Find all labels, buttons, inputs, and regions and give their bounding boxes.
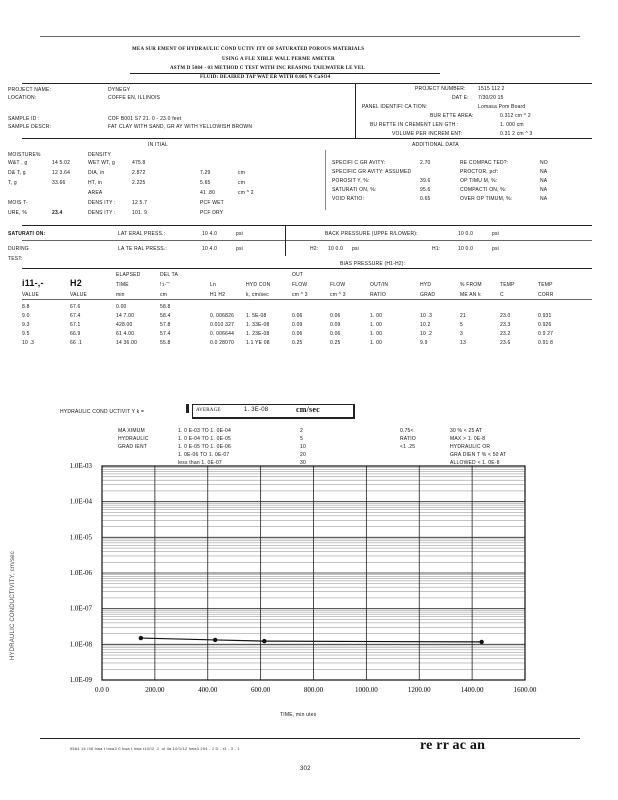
x-tick-label: 1600.00 (513, 686, 537, 694)
table-header-unit: CORR (538, 292, 554, 298)
initial-cell: W&T , g (8, 160, 28, 166)
criteria-cell: MA XIMUM (118, 428, 145, 434)
title-line-2: USING A FLE XIBLE WALL PERME AMETER (222, 57, 335, 62)
table-cell: 0.00 (116, 304, 127, 310)
burette-inc-value: 1. 000 cm (500, 122, 524, 128)
lateral2-unit: psi (236, 246, 243, 252)
table-cell: 61 4.00 (116, 331, 135, 337)
initial-cell: 12 3.64 (52, 170, 71, 176)
additional-cell: VOID RATIO: (332, 196, 365, 202)
additional-cell: 0.65 (420, 196, 431, 202)
initial-cell: 7.29 (200, 170, 211, 176)
table-cell: 3 (460, 331, 463, 337)
average-unit: cm/sec (296, 405, 320, 414)
table-header-unit: min (116, 292, 125, 298)
table-cell: 13 (460, 340, 466, 346)
initial-cell: DIA, in (88, 170, 105, 176)
table-cell: 8.8 (22, 304, 30, 310)
y-tick-label: 1.0E-04 (69, 497, 92, 506)
additional-cell: NA (540, 169, 548, 175)
additional-cell: 39.6 (420, 178, 431, 184)
sample-desc-value: FAT CLAY WITH SAND, GR AY WITH YELLOWISH BROWN (108, 124, 253, 130)
table-cell: 0.25 (330, 340, 341, 346)
initial-cell: 41 .80 (200, 190, 216, 196)
criteria-cell: RATIO (400, 436, 416, 442)
additional-header: ADDITIONAL DATA (412, 142, 459, 148)
table-header: % FROM (460, 282, 482, 288)
initial-cell: 23.4 (52, 210, 63, 216)
back-value: 10 0.0 (458, 231, 474, 237)
criteria-cell: 0.75< (400, 428, 414, 434)
h1-label: H1: (432, 246, 441, 252)
initial-cell: cm (238, 180, 246, 186)
criteria-cell: GRA DIEN T % < 50 AT (450, 452, 507, 458)
table-cell: 0.09 (292, 322, 303, 328)
table-cell: 10 .2 (420, 331, 433, 337)
initial-cell: T, g (8, 180, 17, 186)
criteria-cell: 5 (300, 436, 303, 442)
additional-cell: SPECIFI C GR AVITY: (332, 160, 386, 166)
title-line-1: MEA SUR EMENT OF HYDRAULIC COND UCTIV ITY OF SATURATED POROUS MATERIALS (132, 47, 365, 52)
average-label: AVERAGE (196, 408, 221, 413)
location-label: LOCATION: (8, 95, 37, 101)
density-label: DENSITY (88, 152, 112, 158)
table-cell: 10 .3 (420, 313, 433, 319)
h2-value: 10 0.0 (328, 246, 344, 252)
table-header-unit: GRAD (420, 292, 436, 298)
y-tick-label: 1.0E-06 (69, 569, 92, 577)
table-header: H2 (70, 278, 82, 288)
table-header-top: ELAPSED (116, 272, 141, 278)
average-value: 1. 3E-08 (244, 407, 269, 413)
table-cell: 0.06 (292, 331, 303, 337)
table-cell: 5 (460, 322, 463, 328)
burette-area-value: 0.312 cm ^ 2 (500, 113, 531, 119)
volume-value: 0.31 2 cm ^ 3 (500, 131, 533, 137)
table-cell: 0.010 327 (210, 322, 235, 328)
sample-id-value: COF B001 S7 21. 0 - 23.0 feet (108, 116, 182, 122)
volume-label: VOLUME PER INCREM ENT: (392, 131, 463, 137)
table-cell: 9.9 (420, 340, 428, 346)
initial-header: IN ITIAL (148, 142, 168, 148)
table-cell: 67.4 (70, 313, 81, 319)
initial-cell: URE, % (8, 210, 27, 216)
table-header-unit: VALUE (70, 292, 88, 298)
additional-cell: RE COMPAC TED?: (460, 160, 509, 166)
table-header: FLOW (330, 282, 346, 288)
title-line-4: FLUID: DEAIRED TAP WAT ER WITH 0.005 N CaSO4 (200, 75, 331, 80)
panel-value: Lomasa Pom Board (478, 104, 526, 110)
table-cell: 1.1 YE 08 (246, 340, 270, 346)
table-header: TIME (116, 282, 129, 288)
table-cell: 428.00 (116, 322, 133, 328)
y-tick-label: 1.0E-03 (69, 462, 92, 470)
initial-cell: 5.65 (200, 180, 211, 186)
criteria-cell: HYDRAULIC OR (450, 444, 491, 450)
criteria-cell: less than 1. 0E-07 (178, 460, 222, 466)
initial-cell: DENS ITY : (88, 210, 116, 216)
table-cell: 1. 5E-08 (246, 313, 267, 319)
initial-cell: MOIS T- (8, 200, 28, 206)
criteria-cell: <1 .25 (400, 444, 416, 450)
criteria-cell: 30 % < 25 AT (450, 428, 483, 434)
table-cell: 14 7.00 (116, 313, 135, 319)
table-cell: 0.25 (292, 340, 303, 346)
table-cell: 23.6 (500, 340, 511, 346)
lateral2-label: LA TE RAL PRESS.: (118, 246, 167, 252)
lateral1-unit: psi (236, 231, 243, 237)
test-label: TEST: (8, 256, 23, 262)
date-value: 7/30/20 15 (478, 95, 504, 101)
additional-cell: NO (540, 160, 548, 166)
table-cell: 1. 00 (370, 313, 383, 319)
initial-cell: 33.66 (52, 180, 66, 186)
burette-inc-label: BU RETTE IN CREMENT LEN GTH : (370, 122, 459, 128)
bias-label: BIAS PRESSURE (H1-H2): (340, 261, 406, 267)
table-cell: 0.91 8 (538, 340, 554, 346)
criteria-cell: MAX > 1. 0E-8 (450, 436, 486, 442)
table-header-top: DEL TA (160, 272, 179, 278)
initial-cell: PCF DRY (200, 210, 224, 216)
h1-unit: psi (492, 246, 499, 252)
data-point (479, 640, 483, 644)
additional-cell: NA (540, 187, 548, 193)
lateral1-label: LAT ERAL PRESS.: (118, 231, 166, 237)
additional-cell: OVER OP TIMUM, %: (460, 196, 513, 202)
table-cell: 10 .3 (22, 340, 35, 346)
table-cell: 23.3 (500, 322, 511, 328)
initial-cell: HT, in (88, 180, 102, 186)
table-cell: 58.4 (160, 313, 171, 319)
project-value: DYNEGY (108, 87, 131, 93)
initial-cell: 2.225 (132, 180, 146, 186)
table-cell: 66.9 (70, 331, 81, 337)
additional-cell: OP TIMU M, %: (460, 178, 498, 184)
criteria-cell: 20 (300, 452, 306, 458)
series-line (141, 638, 482, 642)
table-header-unit: cm ^ 3 (292, 292, 308, 298)
initial-cell: DENS ITY : (88, 200, 116, 206)
table-cell: 1. 00 (370, 322, 383, 328)
project-number-value: 1515 112 2 (478, 86, 505, 92)
h1-value: 10 0.0 (458, 246, 474, 252)
initial-cell: cm (238, 170, 246, 176)
page-number: 302 (300, 766, 311, 772)
date-label: DAT E: (452, 95, 469, 101)
table-header: TEMP (538, 282, 553, 288)
criteria-cell: 30 (300, 460, 306, 466)
y-tick-label: 1.0E-05 (69, 533, 92, 542)
table-cell: 1. 23E-08 (246, 331, 270, 337)
table-header: HYD CON (246, 282, 271, 288)
table-header-unit: H1 H2 (210, 292, 226, 298)
table-cell: 55.8 (160, 340, 171, 346)
data-point (262, 639, 266, 643)
x-tick-label: 1400.00 (460, 686, 484, 694)
table-cell: 0.06 (330, 331, 341, 337)
lateral1-value: 10 4.0 (202, 231, 218, 237)
criteria-cell: 2 (300, 428, 303, 434)
criteria-cell: GRAD IENT (118, 444, 148, 450)
criteria-cell: ALLOWED < 1. 0E-8 (450, 460, 500, 466)
x-tick-label: 1000.00 (355, 686, 378, 694)
table-header: TEMP (500, 282, 515, 288)
initial-cell: WET WT, g (88, 160, 115, 166)
table-cell: 0.926 (538, 322, 552, 328)
x-tick-label: 200.00 (145, 686, 165, 694)
initial-cell: 12 5.7 (132, 200, 148, 206)
table-header-unit: cm (160, 292, 168, 298)
table-header-unit: cm ^ 3 (330, 292, 346, 298)
table-cell: 67.6 (70, 304, 81, 310)
table-header-unit: RATIO (370, 292, 386, 298)
project-label: PROJECT NAME: (8, 87, 52, 93)
additional-cell: PROCTOR, pcf: (460, 169, 499, 175)
table-cell: 0. 006826 (210, 313, 235, 319)
h2-label: H2: (310, 246, 319, 252)
additional-cell: 95.6 (420, 187, 431, 193)
table-cell: 57.4 (160, 331, 171, 337)
table-cell: 0.9 27 (538, 331, 554, 337)
table-cell: 21 (460, 313, 466, 319)
y-tick-label: 1.0E-07 (69, 604, 92, 613)
table-header: !:i-''' (160, 282, 170, 288)
table-cell: 0.06 (330, 313, 341, 319)
back-unit: psi (492, 231, 499, 237)
table-cell: 23.2 (500, 331, 511, 337)
additional-cell: SPECIFIC GR AVITY: ASSUMED (332, 169, 412, 175)
table-cell: 9.3 (22, 322, 30, 328)
table-cell: 66 .1 (70, 340, 83, 346)
additional-cell: POROSIT Y, %: (332, 178, 370, 184)
panel-label: PANEL IDENTIFI CA TION: (362, 104, 428, 110)
back-label: BACK PRESSURE (UPPE R/LOWER): (325, 231, 418, 237)
footer-codes: 5564 14 /48 hwa t hwa3 0 hwa t hwa t10/I2 .1 .ul lla 10/1/12 hwa3 204 - 1 D - t3 - 3 - 1 (70, 746, 240, 751)
criteria-cell: 10 (300, 444, 306, 450)
table-header: i11-,- (22, 278, 44, 288)
table-header-unit: C (500, 292, 504, 298)
sample-desc-label: SAMPLE DESCR: (8, 124, 52, 130)
criteria-cell: 1. 0 E-03 TO 1. 0E-04 (178, 428, 231, 434)
initial-cell: 101. 9 (132, 210, 148, 216)
initial-cell: 475.8 (132, 160, 146, 166)
project-number-label: PROJECT NUMBER: (415, 86, 466, 92)
criteria-cell: HYDRAULIC (118, 436, 149, 442)
table-cell: 1. 33E-08 (246, 322, 270, 328)
table-header: OUT/IN (370, 282, 389, 288)
y-tick-label: 1.0E-09 (69, 676, 92, 684)
table-header-unit: k, cm/sec (246, 292, 269, 298)
table-header-unit: ME AN k (460, 292, 481, 298)
lateral2-value: 10 4.0 (202, 246, 218, 252)
additional-cell: COMPACTI ON, %: (460, 187, 507, 193)
additional-cell: NA (540, 178, 548, 184)
initial-cell: AREA (88, 190, 103, 196)
criteria-cell: 1. 0 E-05 TO 1. 0E-06 (178, 444, 231, 450)
table-cell: 10.2 (420, 322, 431, 328)
table-header: FLOW (292, 282, 308, 288)
x-tick-label: 600.00 (251, 686, 271, 694)
initial-cell: PCF WET (200, 200, 224, 206)
table-cell: 67.1 (70, 322, 81, 328)
during-label: DURING (8, 246, 29, 252)
criteria-cell: 1. 0E-06 TO 1. 0E-07 (178, 452, 230, 458)
initial-cell: 14 5.02 (52, 160, 71, 166)
table-cell: 1. 00 (370, 340, 383, 346)
table-header-unit: VALUE (22, 292, 40, 298)
y-tick-label: 1.0E-08 (69, 640, 92, 649)
sample-id-label: SAMPLE ID : (8, 116, 40, 122)
additional-cell: SATURATI ON, %: (332, 187, 377, 193)
saturation-label: SATURATI ON: (8, 231, 46, 237)
additional-cell: NA (540, 196, 548, 202)
table-cell: 23.0 (500, 313, 511, 319)
initial-cell: cm ^ 2 (238, 190, 254, 196)
table-cell: 0. 006644 (210, 331, 235, 337)
x-tick-label: 800.00 (303, 686, 324, 694)
burette-area-label: BUR ETTE AREA: (430, 113, 474, 119)
table-cell: 0.06 (292, 313, 303, 319)
table-cell: 58.8 (160, 304, 171, 310)
x-tick-label: 400.00 (198, 686, 218, 694)
table-header-top: OUT (292, 272, 304, 278)
table-cell: 0.931 (538, 313, 552, 319)
table-cell: 57.8 (160, 322, 171, 328)
data-point (139, 636, 143, 640)
hydraulic-label: HYDRAULIC COND UCTIVIT Y k = (60, 409, 145, 415)
table-header: Ln (210, 282, 216, 288)
x-tick-label: 0.0 0 (95, 686, 109, 694)
footer-rule (40, 738, 580, 739)
title-line-3: ASTM D 5084 - 03 METHOD C TEST WITH INC REASING TAILWATER LE VEL (170, 66, 365, 71)
table-cell: 0.0 28070 (210, 340, 235, 346)
moisture-label: MOISTURE% (8, 152, 41, 158)
initial-cell: 2.872 (132, 170, 146, 176)
table-cell: 14 36.00 (116, 340, 138, 346)
table-cell: 9.5 (22, 331, 30, 337)
table-cell: 1. 00 (370, 331, 383, 337)
y-axis-label: HYDRAULIC CONDUCTIVITY, cm/sec (10, 551, 16, 660)
x-axis-label: TIME, min utes (280, 712, 317, 718)
h2-unit: psi (352, 246, 359, 252)
table-cell: 9.0 (22, 313, 30, 319)
table-cell: 0.09 (330, 322, 341, 328)
criteria-cell: 1. 0 E-04 TO 1. 0E-05 (178, 436, 231, 442)
initial-cell: D& T, g (8, 170, 26, 176)
location-value: COFFE EN, ILLINOIS (108, 95, 161, 101)
data-point (213, 638, 217, 642)
additional-cell: 2.70 (420, 160, 431, 166)
x-tick-label: 1200.00 (407, 686, 431, 694)
table-header: HYD (420, 282, 432, 288)
footer-scrawl: re rr ac an (420, 738, 486, 753)
